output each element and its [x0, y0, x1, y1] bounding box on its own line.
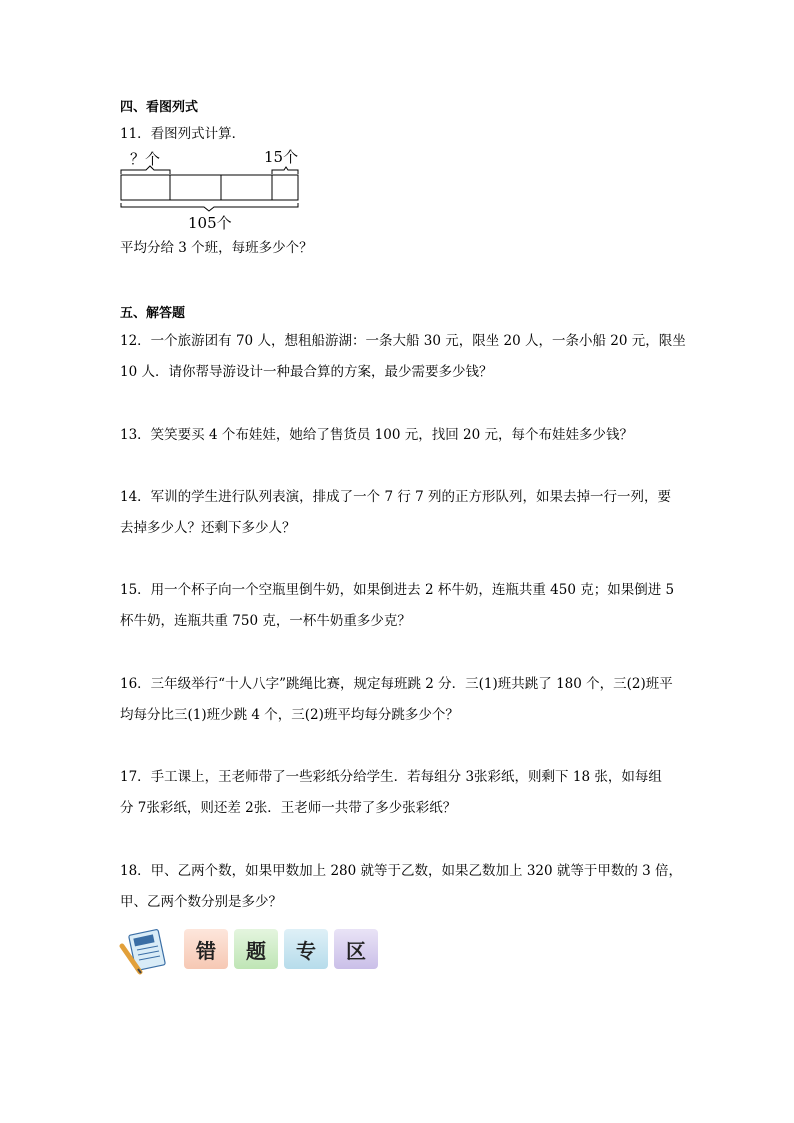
question-12-line-1: 12．一个旅游团有 70 人，想租船游湖：一条大船 30 元，限坐 20 人，一条小船 20 元，限坐 — [120, 333, 686, 349]
wrong-questions-banner — [118, 926, 388, 976]
part-label: 15个 — [264, 148, 299, 166]
total-label: 105个 — [188, 214, 232, 232]
section-4-heading: 四、看图列式 — [120, 100, 199, 115]
notebook-pencil-icon — [118, 926, 174, 976]
question-13-line-1: 13．笑笑要买 4 个布娃娃，她给了售货员 100 元，找回 20 元，每个布娃娃多少钱？ — [120, 427, 633, 443]
question-18-line-2: 甲、乙两个数分别是多少？ — [120, 894, 282, 910]
question-12-line-2: 10 人．请你帮导游设计一种最合算的方案，最少需要多少钱？ — [120, 364, 493, 380]
question-15-line-1: 15．用一个杯子向一个空瓶里倒牛奶，如果倒进去 2 杯牛奶，连瓶共重 450 克；如果倒进 5 — [120, 582, 675, 598]
question-14-line-2: 去掉多少人？还剩下多少人？ — [120, 520, 296, 536]
segment-diagram — [118, 146, 308, 236]
part-brace — [272, 167, 298, 174]
banner-char-2: 题 — [234, 929, 278, 969]
unknown-label: ？个 — [130, 150, 161, 168]
section-5-heading: 五、解答题 — [120, 306, 186, 321]
question-11-text: 平均分给 3 个班，每班多少个？ — [120, 240, 313, 256]
banner-char-4: 区 — [334, 929, 378, 969]
question-17-line-1: 17．手工课上，王老师带了一些彩纸分给学生．若每组分 3张彩纸，则剩下 18 张，如每组 — [120, 769, 662, 785]
question-15-line-2: 杯牛奶，连瓶共重 750 克，一杯牛奶重多少克？ — [120, 613, 411, 629]
question-11-title: 11．看图列式计算． — [120, 126, 246, 142]
segment-diagram-svg — [118, 146, 308, 236]
question-14-line-1: 14．军训的学生进行队列表演，排成了一个 7 行 7 列的正方形队列，如果去掉一行一列，要 — [120, 489, 672, 505]
question-16-line-2: 均每分比三(1)班少跳 4 个，三(2)班平均每分跳多少个？ — [120, 707, 459, 723]
question-16-line-1: 16．三年级举行“十人八字”跳绳比赛，规定每班跳 2 分．三(1)班共跳了 180 个，三(2)班平 — [120, 676, 673, 692]
question-18-line-1: 18．甲、乙两个数，如果甲数加上 280 就等于乙数，如果乙数加上 320 就等于甲数的 3 倍， — [120, 863, 683, 879]
banner-char-3: 专 — [284, 929, 328, 969]
total-bar — [121, 175, 298, 200]
total-brace — [121, 203, 298, 211]
question-17-line-2: 分 7张彩纸，则还差 2张．王老师一共带了多少张彩纸？ — [120, 800, 457, 816]
banner-char-1: 错 — [184, 929, 228, 969]
